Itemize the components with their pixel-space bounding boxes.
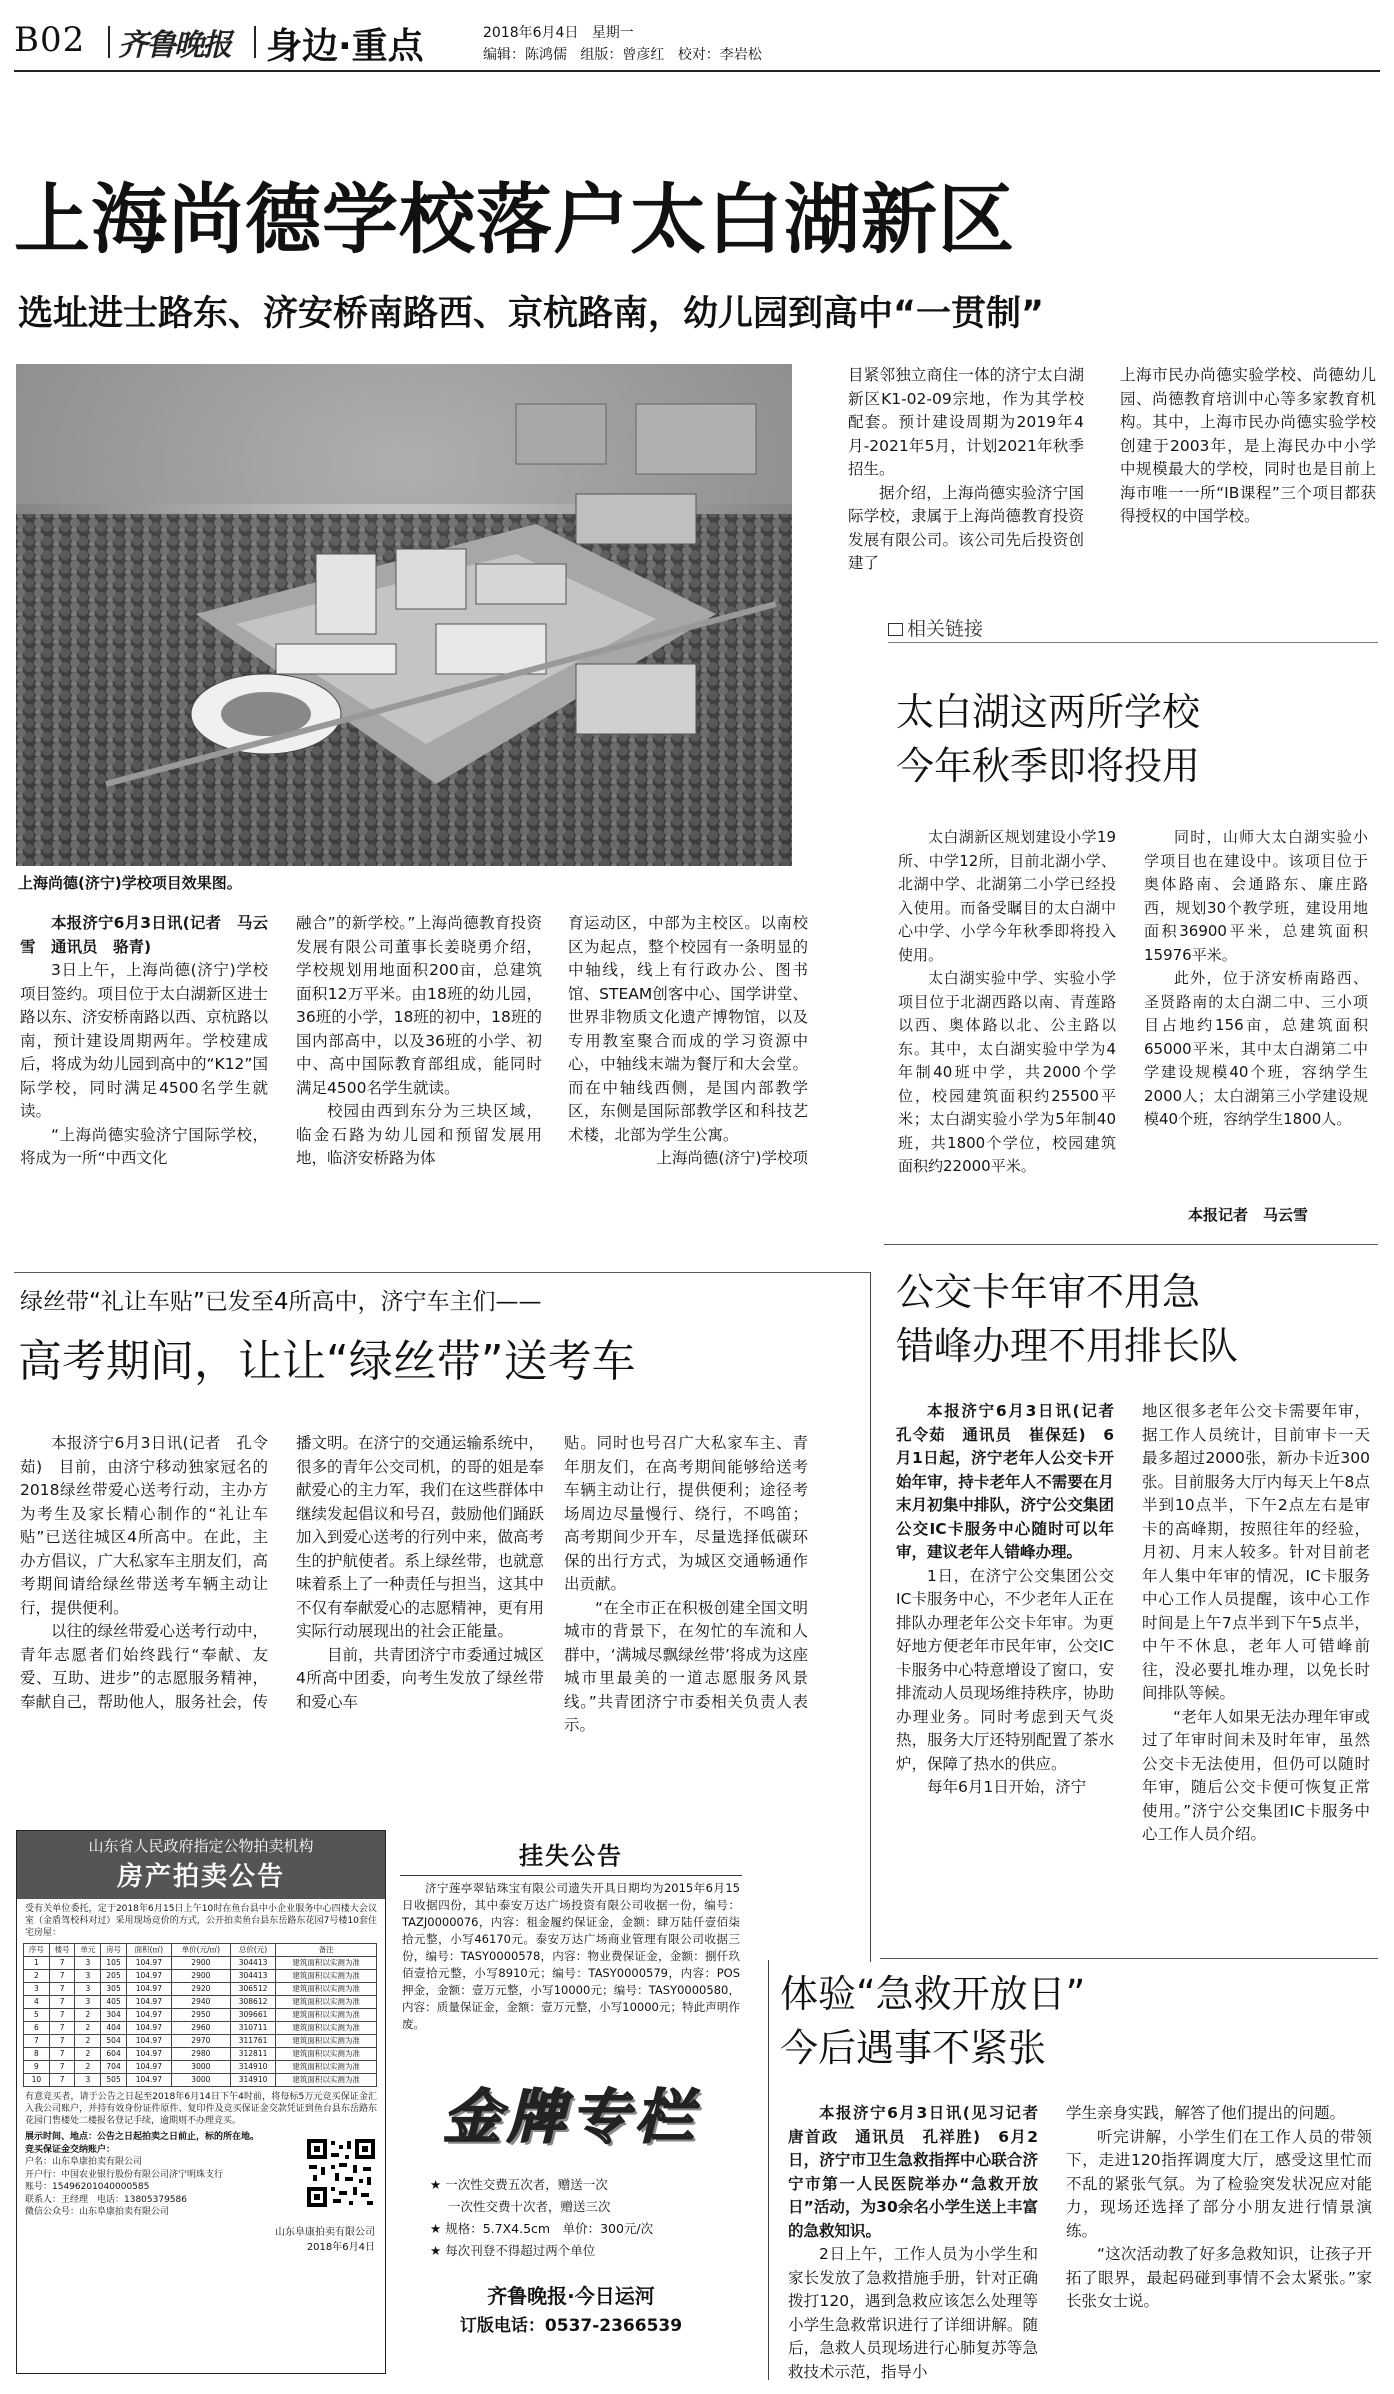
auction-table-header-cell: 楼号 [49,1944,75,1957]
green-col1-p1: 本报济宁6月3日讯(记者 孔令茹) 目前，由济宁移动独家冠名的2018绿丝带爱心送考行动，主办方为考生及家长精心制作的“礼让车贴”已送往城区4所高中。在此，主办方倡议，广大私家车主朋友们，高考期间请给绿丝带送考车辆主动让行，提供便利。 [20,1434,269,1617]
auction-table-header-cell: 备注 [276,1944,377,1957]
auction-table-header-cell: 单元 [75,1944,101,1957]
lead-col2-p2: 校园由西到东分为三块区域，临金石路为幼儿园和预留发展用地，临济安桥路为体 [296,1102,542,1167]
auction-table-cell: 104.97 [126,2048,171,2061]
auction-table-cell: 104.97 [126,2022,171,2035]
firstaid-col-2 [1066,2102,1372,2388]
auction-table [23,1943,377,2087]
auction-table-header-cell: 房号 [101,1944,127,1957]
auction-table-cell: 314910 [230,2061,275,2074]
green-headline: 高考期间，让让“绿丝带”送考车 [18,1336,636,1387]
lead-col-1 [20,912,268,1268]
gold-footer-1: 齐鲁晚报·今日运河 [487,2284,655,2308]
related-col-1 [898,826,1116,1226]
auction-ad [16,1830,386,2374]
lead-col1-p3: “上海尚德实验济宁国际学校，将成为一所“中西文化 [20,1125,268,1167]
related-col1-p2: 太白湖实验中学、实验小学项目位于北湖西路以南、青莲路以西、奥体路以北、公主路以东。其中，太白湖实验中学为4年制40班中学，共2000个学位，校园建筑面积约25500平米；太白湖实验小学为5年制40班，共1800个学位，校园建筑面积约22000平米。 [898,969,1116,1175]
related-tag [888,614,983,641]
auction-table-cell: 7 [24,2035,50,2048]
school-rendering-photo [16,364,792,866]
auction-table-row [24,2061,377,2074]
auction-table-cell: 306512 [230,1983,275,1996]
photo-caption: 上海尚德(济宁)学校项目效果图。 [18,874,242,892]
editor-credit: 编辑：陈鸿儒 [483,47,567,63]
section-rule-1 [14,1272,870,1273]
auction-table-cell: 105 [101,1957,127,1970]
auction-table-cell: 建筑面积以实测为准 [276,2061,377,2074]
lead-headline: 上海尚德学校落户太白湖新区 [14,175,1015,264]
auction-table-cell: 3 [75,2074,101,2087]
firstaid-dateline: 本报济宁6月3日讯(见习记者 唐首政 通讯员 孔祥胜) 6月2日，济宁市卫生急救指挥中心联合济宁市第一人民医院举办“急救开放日”活动，为30余名小学生送上丰富的急救知识。 [788,2104,1054,2240]
page-number: B02 [14,20,86,60]
star-icon: ★ [430,2221,442,2236]
auction-intro: 受有关单位委托，定于2018年6月15日上午10时在鱼台县中小企业服务中心四楼大会议室（金盾驾校科对过）采用现场竞价的方式，公开拍卖鱼台县东岳路东花园7号楼10套住宅房屋： [25,1904,377,1938]
auction-table-cell: 3 [75,1970,101,1983]
auction-bank: 开户行：中国农业银行股份有限公司济宁明珠支行 [25,2169,224,2180]
auction-table-row [24,1970,377,1983]
auction-table-cell: 504 [101,2035,127,2048]
gold-footer-2: 订版电话：0537-2366539 [459,2316,683,2336]
auction-table-cell: 8 [24,2048,50,2061]
auction-header [17,1831,385,1899]
lost-rule [400,1875,742,1876]
auction-table-header-cell: 序号 [24,1944,50,1957]
auction-account-no: 账号：15496201040000585 [25,2182,150,2192]
lead-subheadline: 选址进士路东、济安桥南路西、京杭路南，幼儿园到高中“一贯制” [18,294,1045,334]
auction-table-cell: 7 [49,2061,75,2074]
layout-credit: 组版：曾彦红 [580,47,665,63]
firstaid-col2-p2: 听完讲解，小学生们在工作人员的带领下，走进120指挥调度大厅，感受这里忙而不乱的紧张气氛。为了检验突发状况应对能力，现场还选择了部分小朋友进行情景演练。 [1066,2127,1372,2240]
green-col1-p2: 以往的绿丝带爱心送考行动中，青年志愿者们始终践行“奉献、友爱、互助、进步”的志愿服务精神，奉献自己，帮助他人，服务社会，传 [20,1622,269,1711]
auction-table-cell: 7 [49,2009,75,2022]
related-title-line1: 太白湖这两所学校 [896,690,1201,734]
auction-signer: 山东阜康拍卖有限公司 [275,2226,375,2238]
auction-table-cell: 314910 [230,2074,275,2087]
auction-table-cell: 7 [49,2074,75,2087]
auction-table-cell: 建筑面积以实测为准 [276,1996,377,2009]
proof-credit: 校对：李岩松 [677,47,762,63]
auction-table-body [24,1957,377,2087]
related-tag-icon [888,623,903,636]
auction-table-row [24,2074,377,2087]
auction-table-cell: 2940 [171,1996,230,2009]
auction-table-cell: 704 [101,2061,127,2074]
auction-table-cell: 311761 [230,2035,275,2048]
green-col2-p2: 目前，共青团济宁市委通过城区4所高中团委，向考生发放了绿丝带和爱心车 [296,1645,545,1711]
related-title-line2: 今年秋季即将投用 [896,744,1201,788]
bus-dateline: 本报济宁6月3日讯(记者 孔令茹 通讯员 崔保廷) 6月1日起，济宁老年人公交卡开始年审，持卡老年人不需要在月末月初集中排队，济宁公交集团公交IC卡服务中心随时可以年审，建议老年人错峰办理。 [896,1402,1130,1561]
section-title: 身边·重点 [266,26,424,67]
green-kicker: 绿丝带“礼让车贴”已发至4所高中，济宁车主们—— [20,1289,542,1315]
gold-bullet-3 [430,2218,748,2240]
bus-col-1 [896,1400,1130,1926]
related-col1-p1: 太白湖新区规划建设小学19所、中学12所，目前北湖小学、北湖中学、北湖第二小学已经投入使用。而备受瞩目的太白湖中心中学、小学今年秋季即将投入使用。 [898,828,1116,964]
auction-table-cell: 104.97 [126,1957,171,1970]
bus-col2-p2: “老年人如果无法办理年审或过了年审时间未及时年审，虽然公交卡无法使用，但仍可以随时年审，随后公交卡便可恢复正常使用。”济宁公交集团IC卡服务中心工作人员介绍。 [1142,1707,1370,1843]
auction-table-cell: 2 [75,2022,101,2035]
firstaid-col1-p2: 2日上午，工作人员为小学生和家长发放了急救措施手册，针对正确拨打120，遇到急救应该怎么处理等小学生急救常识进行了详细讲解。随后，急救人员现场进行心肺复苏等急救技术示范，指导小 [788,2245,1038,2381]
auction-table-cell: 304413 [230,1957,275,1970]
gold-bullet-3-text: 规格：5.7X4.5cm 单价：300元/次 [445,2221,654,2236]
lead-col-top-b [1120,364,1376,580]
auction-table-row [24,1996,377,2009]
auction-table-cell: 104.97 [126,2035,171,2048]
auction-table-cell: 309661 [230,2009,275,2022]
auction-table-cell: 5 [24,2009,50,2022]
auction-table-cell: 7 [49,1996,75,2009]
auction-table-cell: 10 [24,2074,50,2087]
auction-table-cell: 2 [24,1970,50,1983]
auction-table-cell: 3 [75,1996,101,2009]
related-col2-p1: 同时，山师大太白湖实验小学项目也在建设中。该项目位于奥体路南、会通路东、廉庄路西，规划30个教学班，建设用地面积36900平米，总建筑面积15976平米。 [1144,828,1368,964]
auction-table-header [24,1944,377,1957]
auction-table-cell: 建筑面积以实测为准 [276,2009,377,2022]
auction-table-cell: 3000 [171,2061,230,2074]
green-col-2 [296,1432,544,1804]
section-rule-1b [884,1244,1378,1245]
auction-table-cell: 4 [24,1996,50,2009]
auction-table-cell: 2980 [171,2048,230,2061]
auction-table-cell: 建筑面积以实测为准 [276,2035,377,2048]
column-divider [870,1272,871,1962]
auction-table-cell: 1 [24,1957,50,1970]
bus-col1-p3: 每年6月1日开始，济宁 [927,1778,1087,1796]
auction-table-cell: 104.97 [126,1983,171,1996]
masthead-rule [14,70,1380,72]
star-icon: ★ [430,2177,442,2192]
masthead-credits [483,44,762,64]
related-col2-p2: 此外，位于济安桥南路西、圣贤路南的太白湖二中、三小项目占地约156亩，总建筑面积65000平米，其中太白湖第二中学建设规模40个班，容纳学生2000人；太白湖第三小学建设规模40个班，容纳学生1800人。 [1144,969,1368,1128]
auction-table-header-cell: 单价(元/㎡) [171,1944,230,1957]
auction-table-cell: 2 [75,2035,101,2048]
auction-table-cell: 2 [75,2048,101,2061]
gold-brand: 金牌专栏 [442,2083,699,2151]
auction-table-header-cell: 面积(㎡) [126,1944,171,1957]
auction-table-cell: 310711 [230,2022,275,2035]
bus-title-line2: 错峰办理不用排长队 [896,1324,1239,1368]
auction-table-cell: 2960 [171,2022,230,2035]
auction-table-row [24,2022,377,2035]
lead-col1-p2: 3日上午，上海尚德(济宁)学校项目签约。项目位于太白湖新区进士路以东、济安桥南路以西、京杭路以南，预计建设周期两年。学校建成后，将成为幼儿园到高中的“K12”国际学校，同时满足4500名学生就读。 [20,961,269,1120]
section-rule-2 [880,1958,1378,1959]
auction-table-cell: 建筑面积以实测为准 [276,1983,377,1996]
gold-bullet-1 [430,2174,748,2196]
auction-place: 展示时间、地点：公告之日起拍卖之日前止，标的所在地。 [25,2132,260,2142]
gold-bullet-2: 一次性交费十次者，赠送三次 [448,2199,611,2214]
related-byline: 本报记者 马云雪 [1188,1206,1309,1224]
lead-col3-p1: 育运动区，中部为主校区。以南校区为起点，整个校园有一条明显的中轴线，线上有行政办公、图书馆、STEAM创客中心、国学讲堂、世界非物质文化遗产博物馆，以及专用教室聚合而成的学习资源中心，中轴线末端为餐厅和大会堂。而在中轴线西侧，是国内部教学区，东侧是国际部教学区和科技艺术楼，北部为学生公寓。 [568,914,808,1144]
auction-table-row [24,2035,377,2048]
auction-table-cell: 604 [101,2048,127,2061]
lead-col2-p1: 融合”的新学校。”上海尚德教育投资发展有限公司董事长姜晓勇介绍，学校规划用地面积200亩，总建筑面积12万平米。由18班的幼儿园，36班的小学，18班的初中，18班的国内部高中，以及36班的小学、初中、高中国际教育部组成，能同时满足4500名学生就读。 [296,914,542,1097]
auction-org: 山东省人民政府指定公物拍卖机构 [88,1837,314,1855]
auction-table-cell: 6 [24,2022,50,2035]
auction-table-cell: 7 [49,1957,75,1970]
auction-wechat: 微信公众号：山东阜康拍卖有限公司 [25,2207,170,2217]
auction-table-cell: 3000 [171,2074,230,2087]
bus-title-line1: 公交卡年审不用急 [896,1270,1201,1314]
auction-table-cell: 2970 [171,2035,230,2048]
firstaid-col2-p3: “这次活动教了好多急救知识，让孩子开拓了眼界，最起码碰到事情不会太紧张。”家长张女士说。 [1066,2245,1372,2310]
auction-table-cell: 505 [101,2074,127,2087]
weekday-text: 星期一 [591,25,634,41]
green-col3-p1: 贴。同时也号召广大私家车主、青年朋友们，在高考期间能够给送考车辆主动让行，提供便利；途径考场周边尽量慢行、绕行，不鸣笛；高考期间少开车，尽量选择低碳环保的出行方式，为城区交通畅通作出贡献。 [564,1434,808,1593]
rendering-image [16,364,792,866]
auction-table-cell: 7 [49,2035,75,2048]
auction-title: 房产拍卖公告 [116,1862,285,1892]
auction-table-cell: 3 [75,1983,101,1996]
lead-dateline: 本报济宁6月3日讯(记者 马云雪 通讯员 骆青) [20,914,268,956]
green-col-3 [564,1432,808,1804]
auction-table-cell: 104.97 [126,2009,171,2022]
auction-table-cell: 104.97 [126,2074,171,2087]
lead-col-top-a [848,364,1084,580]
related-tag-rule [888,642,1378,643]
bus-col-2 [1142,1400,1370,1940]
auction-table-cell: 2 [75,2061,101,2074]
auction-table-cell: 2920 [171,1983,230,1996]
lead-col3-p2: 上海尚德(济宁)学校项 [656,1149,808,1167]
related-tag-text: 相关链接 [907,618,984,640]
auction-table-cell: 7 [49,2048,75,2061]
auction-table-cell: 建筑面积以实测为准 [276,2074,377,2087]
auction-table-cell: 312811 [230,2048,275,2061]
qr-code-icon [305,2137,377,2209]
auction-table-cell: 建筑面积以实测为准 [276,1957,377,1970]
auction-table-cell: 104.97 [126,1970,171,1983]
masthead-divider [254,26,256,58]
auction-table-cell: 2 [75,2009,101,2022]
masthead-divider [108,26,110,58]
lead-top-a-p2: 据介绍，上海尚德实验济宁国际学校，隶属于上海尚德教育投资发展有限公司。该公司先后投资创建了 [848,483,1084,572]
gold-bullet-1-text: 一次性交费五次者，赠送一次 [445,2177,608,2192]
gold-column-ad [394,2048,748,2372]
paper-logo: 齐鲁晚报 [118,28,230,63]
auction-table-cell: 405 [101,1996,127,2009]
auction-table-header-cell: 总价(元) [230,1944,275,1957]
lead-top-a-p1: 目紧邻独立商住一体的济宁太白湖新区K1-02-09宗地，作为其学校配套。预计建设周期为2019年4月-2021年5月，计划2021年秋季招生。 [848,366,1084,478]
auction-table-cell: 305 [101,1983,127,1996]
green-col3-p2: “在全市正在积极创建全国文明城市的背景下，在匆忙的车流和人群中，‘满城尽飘绿丝带’将成为这座城市里最美的一道志愿服务风景线。”共青团济宁市委相关负责人表示。 [564,1598,808,1734]
qr-code[interactable] [305,2137,377,2209]
auction-table-cell: 304 [101,2009,127,2022]
auction-table-row [24,1983,377,1996]
lost-title: 挂失公告 [519,1842,623,1870]
date-text: 2018年6月4日 [483,25,579,41]
auction-table-cell: 104.97 [126,2061,171,2074]
auction-table-cell: 建筑面积以实测为准 [276,2022,377,2035]
auction-table-row [24,2009,377,2022]
firstaid-title-line2: 今后遇事不紧张 [780,2026,1047,2070]
auction-table-cell: 205 [101,1970,127,1983]
auction-table-cell: 2900 [171,1957,230,1970]
firstaid-col2-p1: 学生亲身实践，解答了他们提出的问题。 [1066,2104,1346,2122]
auction-table-cell: 建筑面积以实测为准 [276,1970,377,1983]
auction-table-cell: 404 [101,2022,127,2035]
auction-table-row [24,2048,377,2061]
auction-sign-date: 2018年6月4日 [306,2241,375,2253]
lead-col-2 [296,912,542,1268]
auction-table-cell: 3 [24,1983,50,1996]
auction-table-cell: 304413 [230,1970,275,1983]
lost-body: 济宁莲亭翠钻珠宝有限公司遗失开具日期均为2015年6月15日收据四份，其中泰安万达广场投资有限公司收据一份，编号：TAZJ0000076，内容：租金履约保证金，金额：肆万陆仟壹佰柒拾元整，小写46170元。泰安万达广场商业管理有限公司收据三份，编号：TASY0000578，内容：物业费保证金，金额：捌仟玖佰壹拾元整，小写8910元；编号：TASY0000579，内容：POS押金，金额：壹万元整，小写10000元；编号：TASY0000580，内容：质量保证金，金额：壹万元整，小写10000元；特此声明作废。 [402,1881,740,2031]
bus-col1-p2: 1日，在济宁公交集团公交IC卡服务中心，不少老年人正在排队办理老年公交卡年审。为更好地方便老年市民年审，公交IC卡服务中心特意增设了窗口，安排流动人员现场维持秩序，协助办理业务。同时考虑到天气炎热，服务大厅还特别配置了茶水炉，保障了热水的供应。 [896,1566,1114,1773]
auction-account-title: 竞买保证金交纳账户： [25,2144,116,2155]
lost-notice-ad [394,1830,748,2040]
auction-table-cell: 104.97 [126,1996,171,2009]
related-col-2 [1144,826,1368,1206]
star-icon: ★ [430,2243,442,2258]
lead-col-3 [568,912,808,1268]
auction-table-cell: 3 [75,1957,101,1970]
green-col2-p1: 播文明。在济宁的交通运输系统中，很多的青年公交司机，的哥的姐是奉献爱心的主力军，我们在这些群体中继续发起倡议和号召，鼓励他们踊跃加入到爱心送考的行列中来，做高考生的护航使者。系上绿丝带，也就意味着系上了一种责任与担当，这其中不仅有奉献爱心的志愿精神，更有用实际行动展现出的社会正能量。 [296,1434,545,1640]
bus-col2-p1: 地区很多老年公交卡需要年审，据工作人员统计，目前审卡一天最多超过2000张，新办卡近300张。目前服务大厅内每天上午8点半到10点半，下午2点左右是审卡的高峰期，按照往年的经验，月初、月末人较多。针对目前老年人集中年审的情况，IC卡服务中心工作人员提醒，该中心工作时间是上午7点半到下午5点半，中午不休息，老年人可错峰前往，没必要扎堆办理，以免长时间排队等候。 [1142,1402,1370,1702]
green-col-1 [20,1432,268,1804]
auction-account-name: 户名：山东阜康拍卖有限公司 [25,2157,143,2167]
auction-table-row [24,1957,377,1970]
auction-table-cell: 7 [49,1970,75,1983]
auction-table-cell: 建筑面积以实测为准 [276,2048,377,2061]
auction-contact: 联系人：王经理 电话：13805379586 [25,2194,187,2205]
auction-table-cell: 2950 [171,2009,230,2022]
auction-notes: 有意竞买者，请于公告之日起至2018年6月14日下午4时前，将每标5万元竞买保证金汇入我公司账户，并持有效身份证件原件、复印件及竞买保证金交款凭证到鱼台县东岳路东花园门售楼处二楼报名登记手续，逾期则不办理竞买。 [25,2092,377,2126]
gold-bullet-4 [430,2240,748,2262]
auction-table-cell: 2900 [171,1970,230,1983]
auction-table-cell: 7 [49,2022,75,2035]
firstaid-col-1 [788,2102,1054,2388]
firstaid-title-line1: 体验“急救开放日” [780,1972,1086,2016]
auction-table-cell: 7 [49,1983,75,1996]
lead-top-b-p1: 上海市民办尚德实验学校、尚德幼儿园、尚德教育培训中心等多家教育机构。其中，上海市民办尚德实验学校创建于2003年，是上海民办中小学中规模最大的学校，同时也是目前上海市唯一一所“IB课程”三个项目都获得授权的中国学校。 [1120,366,1376,525]
column-divider [768,1960,769,2380]
auction-table-cell: 9 [24,2061,50,2074]
masthead-date [483,22,634,42]
auction-table-cell: 308612 [230,1996,275,2009]
gold-bullet-4-text: 每次刊登不得超过两个单位 [445,2243,596,2258]
